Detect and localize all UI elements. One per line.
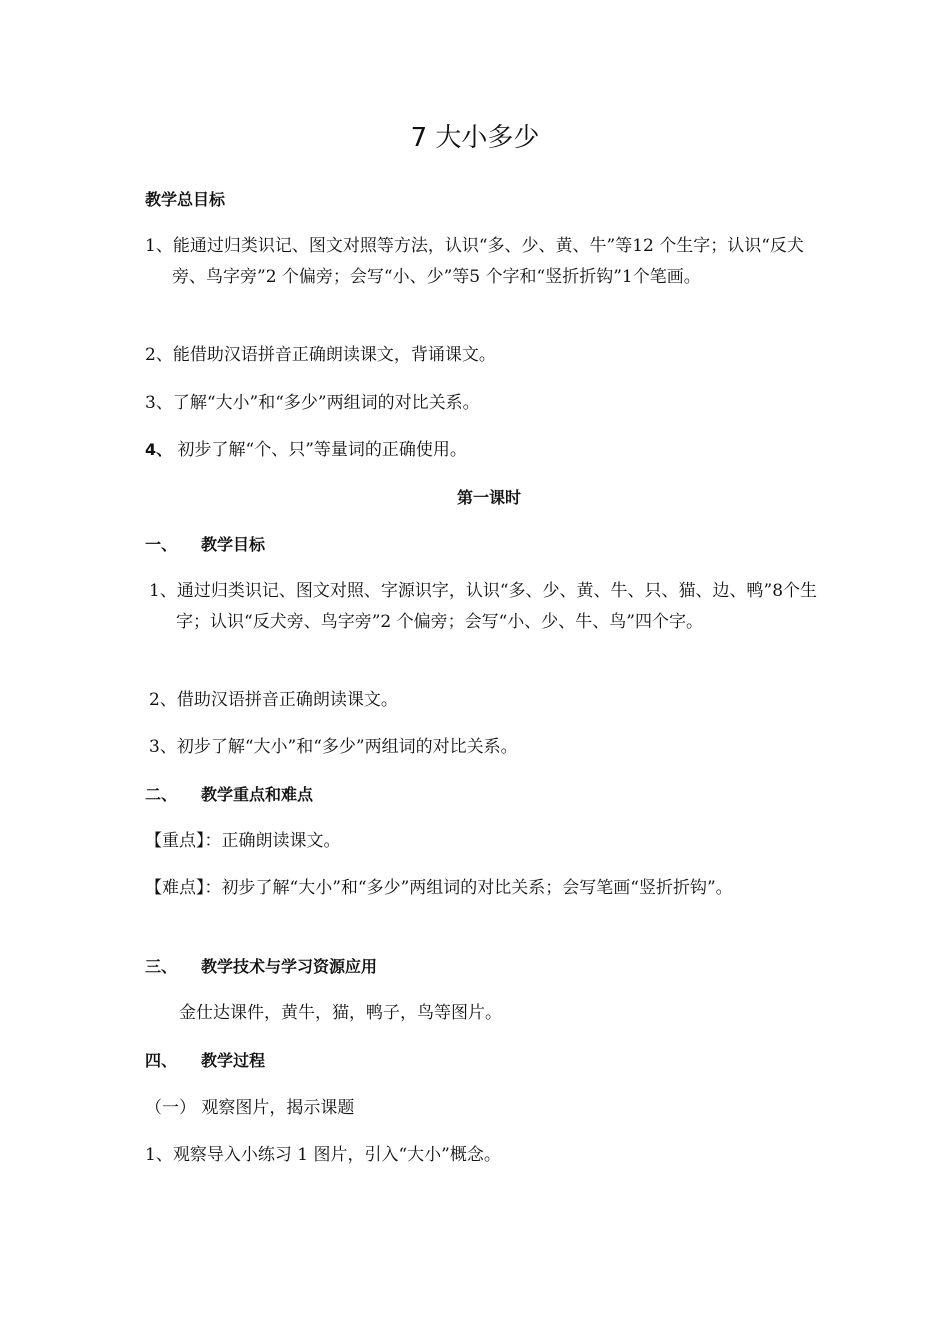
goal-item-3: 3、了解“大小”和“多少”两组词的对比关系。 xyxy=(145,393,480,413)
section-title: 教学目标 xyxy=(201,535,266,554)
lesson-goal-item-2: 2、借助汉语拼音正确朗读课文。 xyxy=(149,690,398,710)
document-title: 7 大小多少 xyxy=(410,123,540,153)
section-heading-4 xyxy=(145,1045,265,1076)
difficulty-label: 【难点】 xyxy=(145,878,205,898)
section-heading-2 xyxy=(145,779,313,810)
difficulty-point xyxy=(145,873,809,904)
resources-text: 金仕达课件，黄牛，猫，鸭子，鸟等图片。 xyxy=(179,1003,502,1023)
goal-item-1: 1、能通过归类识记、图文对照等方法，认识“多、少、黄、牛”等12 个生字；认识“反犬旁、鸟字旁”2 个偏旁；会写“小、少”等5 个字和“竖折折钩”1个笔画。 xyxy=(145,236,804,287)
section-heading-3 xyxy=(145,951,377,982)
process-item-1: 1、观察导入小练习 1 图片，引入“大小”概念。 xyxy=(145,1145,501,1165)
lesson-goal-item-3: 3、初步了解“大小”和“多少”两组词的对比关系。 xyxy=(149,737,518,757)
section-title: 教学技术与学习资源应用 xyxy=(201,957,378,976)
lesson-title: 第一课时 xyxy=(456,488,521,507)
goals-heading: 教学总目标 xyxy=(145,190,226,209)
section-title: 教学过程 xyxy=(201,1051,266,1070)
goal-item-4-number: 4、 xyxy=(145,440,173,459)
section-number: 三、 xyxy=(145,957,178,976)
goal-item-4-text: 初步了解“个、只”等量词的正确使用。 xyxy=(172,440,467,460)
section-number: 二、 xyxy=(145,785,178,804)
difficulty-text: ：初步了解“大小”和“多少”两组词的对比关系；会写笔画“竖折折钩”。 xyxy=(204,878,733,898)
key-point-text: ：正确朗读课文。 xyxy=(204,831,341,851)
key-point-label: 【重点】 xyxy=(145,831,205,851)
goal-item-2: 2、能借助汉语拼音正确朗读课文，背诵课文。 xyxy=(145,345,496,365)
section-heading-1 xyxy=(145,529,265,560)
lesson-goal-item-1: 1、通过归类识记、图文对照、字源识字，认识“多、少、黄、牛、只、猫、边、鸭”8个生字；认识“反犬旁、鸟字旁”2 个偏旁；会写“小、少、牛、鸟”四个字。 xyxy=(149,581,818,632)
section-title: 教学重点和难点 xyxy=(201,785,314,804)
section-number: 四、 xyxy=(145,1051,178,1070)
goal-item-4 xyxy=(145,434,467,466)
section-number: 一、 xyxy=(145,535,178,554)
process-step: （一） 观察图片，揭示课题 xyxy=(145,1098,355,1118)
key-point xyxy=(145,826,341,857)
